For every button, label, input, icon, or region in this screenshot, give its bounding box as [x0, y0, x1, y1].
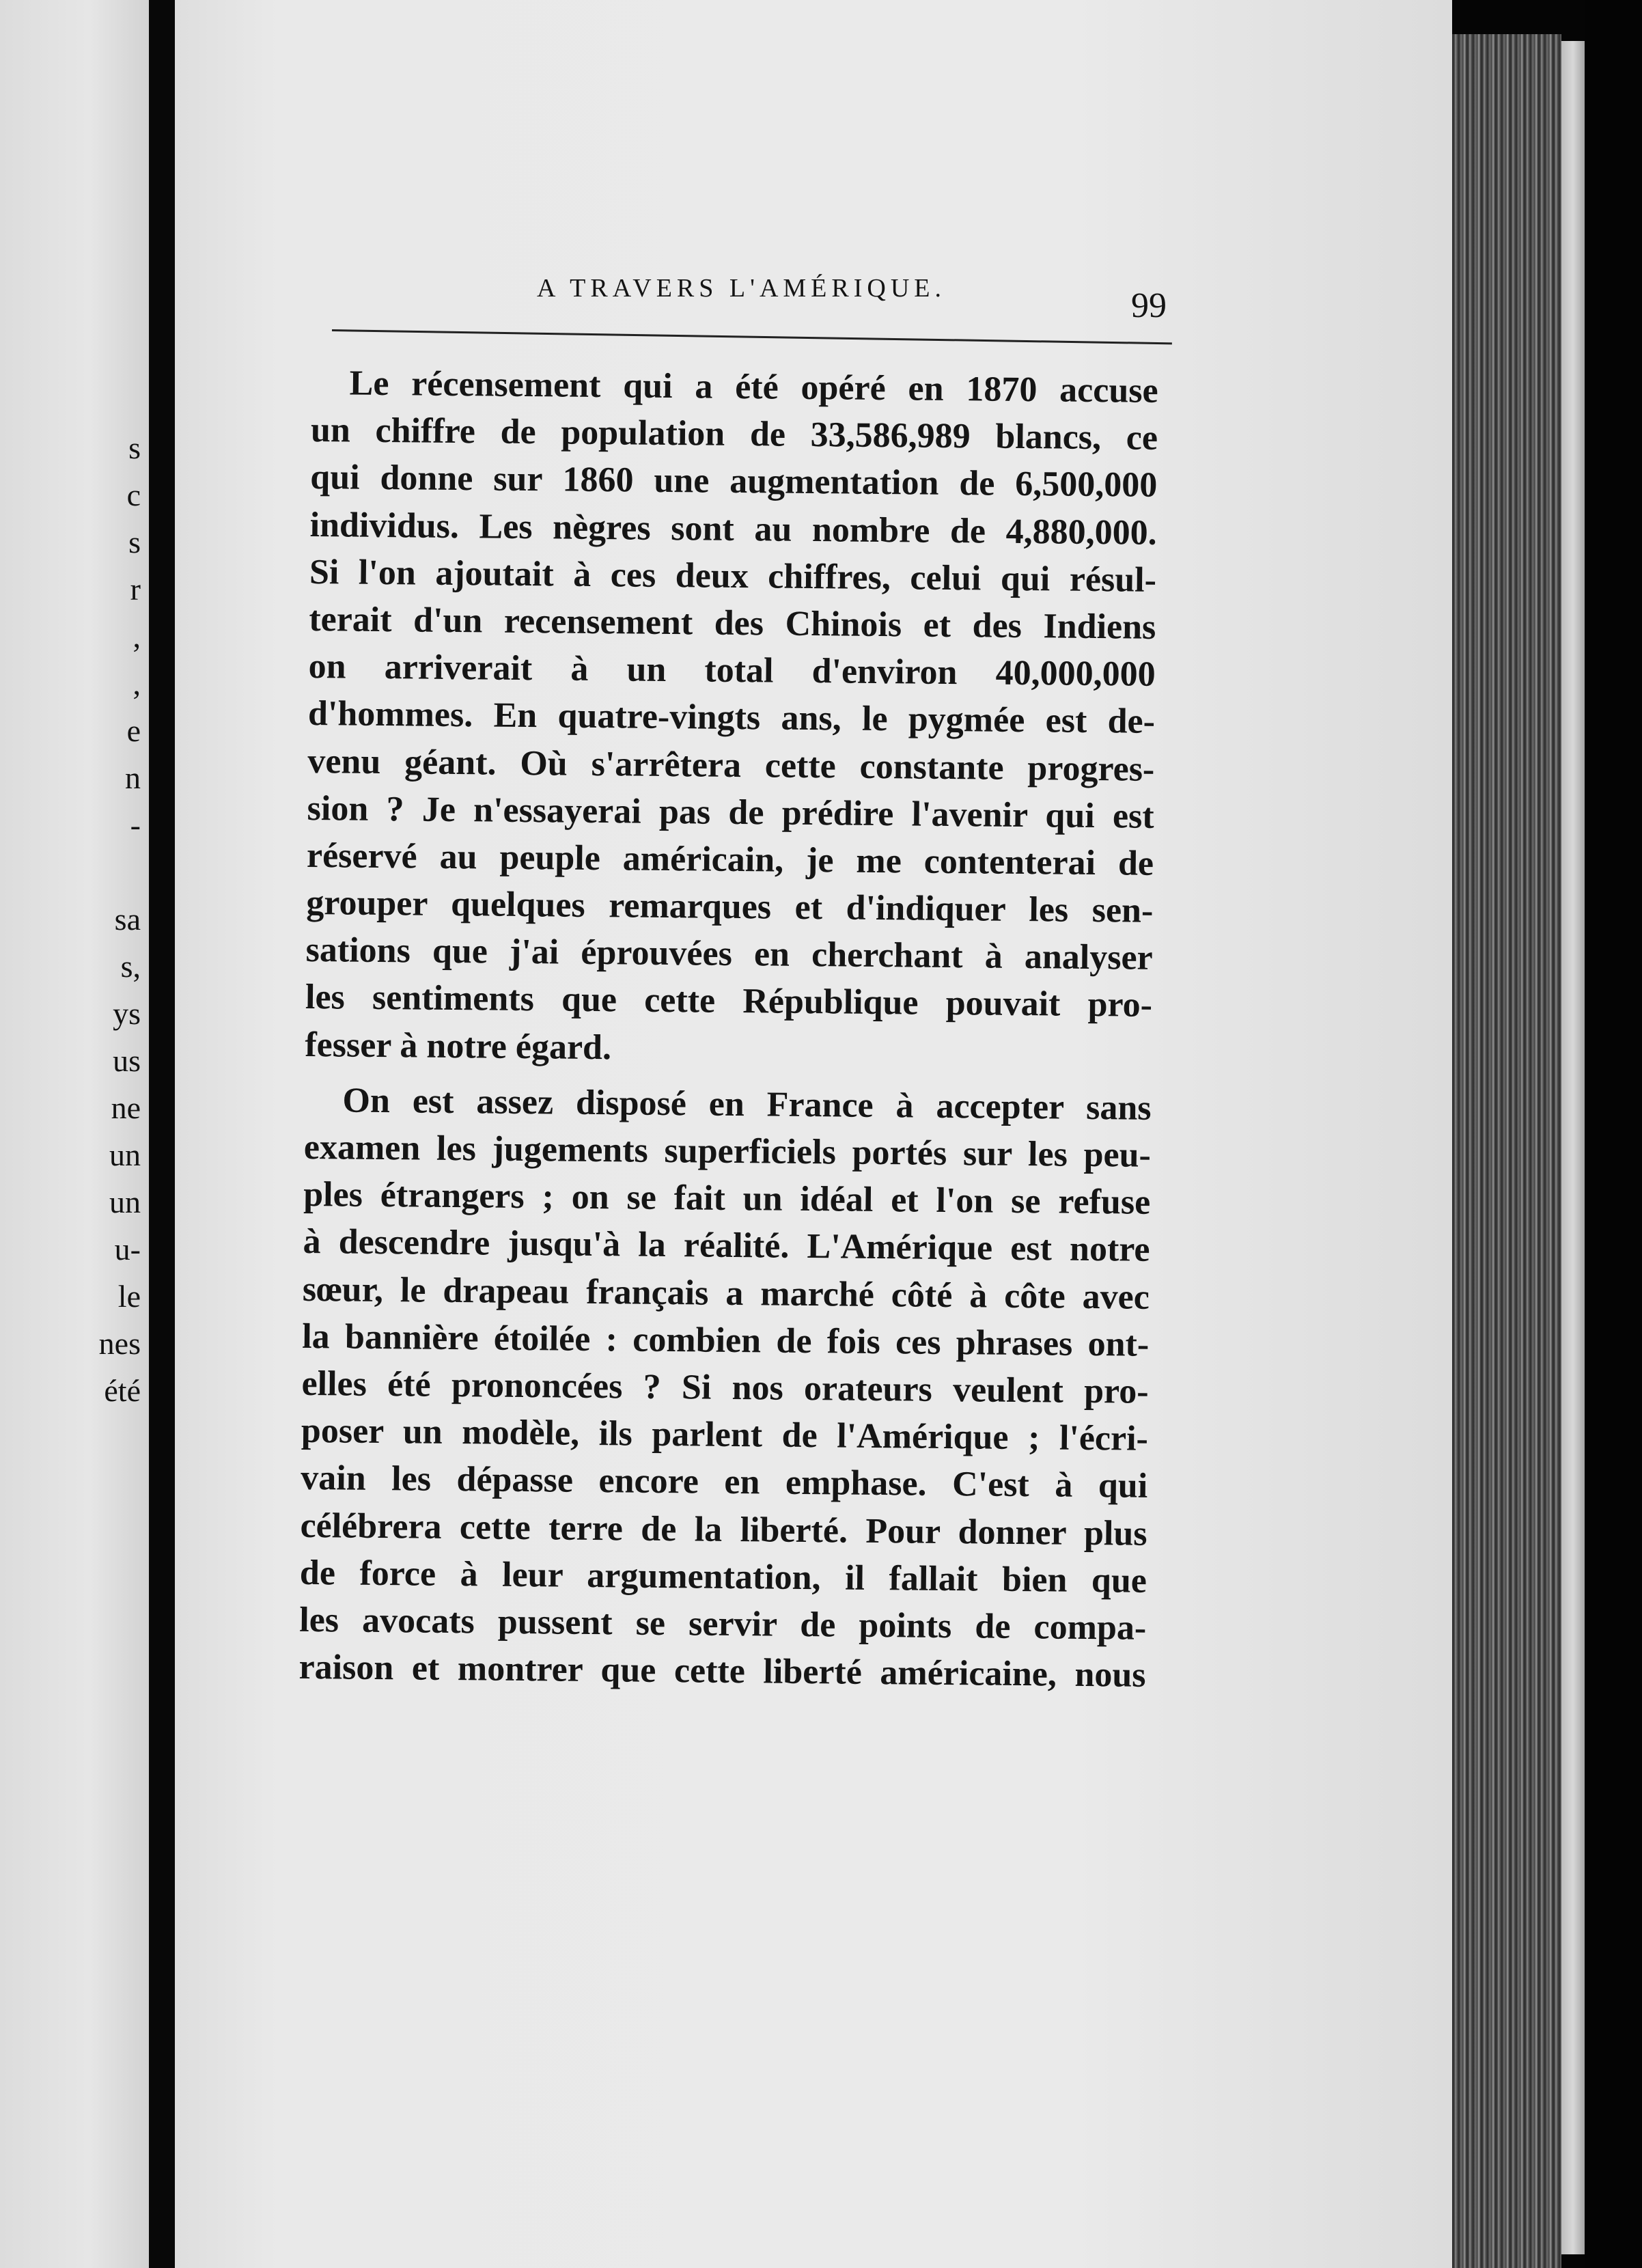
text-line: qui donne sur 1860 une augmentation de 6,500,000 [310, 458, 1158, 506]
text-line: les sentiments que cette République pouvait pro- [305, 978, 1153, 1025]
page-fore-edge-highlight [1561, 41, 1585, 2254]
book-gutter [149, 0, 175, 2268]
text-line: raison et montrer que cette liberté américaine, nous [298, 1647, 1146, 1695]
running-head: A TRAVERS L'AMÉRIQUE. [537, 274, 946, 303]
previous-page-line-fragment: r [130, 572, 141, 607]
previous-page-line-fragment: , [133, 666, 141, 701]
text-line: réservé au peuple américain, je me contenterai de [306, 835, 1154, 883]
text-line: à descendre jusqu'à la réalité. L'Amérique est notre [303, 1222, 1150, 1270]
previous-page-line-fragment: nes [98, 1326, 141, 1361]
text-line: elles été prononcées ? Si nos orateurs veulent pro- [301, 1364, 1149, 1411]
text-line: sion ? Je n'essayerai pas de prédire l'avenir qui est [307, 788, 1154, 836]
text-line: on arriverait à un total d'environ 40,000,000 [308, 647, 1156, 695]
text-line: Si l'on ajoutait à ces deux chiffres, celui qui résul- [309, 552, 1157, 600]
previous-page-line-fragment: us [113, 1043, 141, 1078]
text-line: la bannière étoilée : combien de fois ces phrases ont- [301, 1316, 1150, 1364]
previous-page-line-fragment: le [117, 1279, 141, 1314]
previous-page-line-fragment: sa [114, 902, 141, 937]
text-line: de force à leur argumentation, il fallait bien que [299, 1553, 1147, 1601]
previous-page-line-fragment: e [126, 713, 141, 748]
previous-page-line-fragment: un [109, 1137, 141, 1172]
previous-page-line-fragment: un [109, 1185, 141, 1219]
text-line: un chiffre de population de 33,586,989 blancs, ce [310, 411, 1158, 458]
text-line: Le récensement qui a été opéré en 1870 accuse [349, 363, 1158, 411]
body-text [298, 359, 1158, 1699]
previous-page-line-fragment: ys [113, 996, 141, 1031]
previous-page-line-fragment: s [128, 525, 141, 559]
previous-page-line-fragment: été [104, 1373, 141, 1408]
text-line: examen les jugements superficiels portés sur les peu- [303, 1127, 1152, 1175]
text-line: On est assez disposé en France à accepter sans [342, 1081, 1152, 1128]
text-line: les avocats pussent se servir de points de compa- [299, 1600, 1147, 1648]
text-line: sœur, le drapeau français a marché côté à côte avec [302, 1269, 1150, 1317]
book-page [175, 0, 1452, 2268]
previous-page-line-fragment: c [126, 478, 141, 512]
text-line: poser un modèle, ils parlent de l'Amérique ; l'écri- [301, 1411, 1149, 1458]
text-line: ples étrangers ; on se fait un idéal et l'on se refuse [303, 1175, 1151, 1223]
page-fore-edge [1452, 34, 1561, 2268]
text-line: venu géant. Où s'arrêtera cette constante progres- [307, 741, 1155, 789]
page-number: 99 [1131, 286, 1167, 325]
scan-background [1585, 0, 1642, 2268]
text-line: sations que j'ai éprouvées en cherchant à analyser [305, 930, 1153, 978]
header-rule [332, 329, 1172, 344]
text-line: d'hommes. En quatre-vingts ans, le pygmée est de- [307, 694, 1156, 742]
previous-page-line-fragment: - [130, 807, 141, 842]
text-line: terait d'un recensement des Chinois et des Indiens [309, 599, 1156, 647]
previous-page-line-fragment: ne [111, 1090, 141, 1125]
previous-page-line-fragment: u- [114, 1232, 141, 1267]
text-line: célébrera cette terre de la liberté. Pour donner plus [300, 1506, 1147, 1553]
previous-page-line-fragment: s [128, 430, 141, 465]
previous-page-line-fragment: n [125, 760, 141, 795]
previous-page-edge [0, 0, 149, 2268]
text-line: individus. Les nègres sont au nombre de 4,880,000. [309, 505, 1157, 553]
text-line: fesser à notre égard. [305, 1025, 612, 1067]
text-line: grouper quelques remarques et d'indiquer les sen- [306, 883, 1154, 930]
text-line: vain les dépasse encore en emphase. C'est à qui [301, 1458, 1148, 1506]
previous-page-line-fragment: , [133, 619, 141, 654]
previous-page-line-fragment: s, [120, 949, 141, 984]
